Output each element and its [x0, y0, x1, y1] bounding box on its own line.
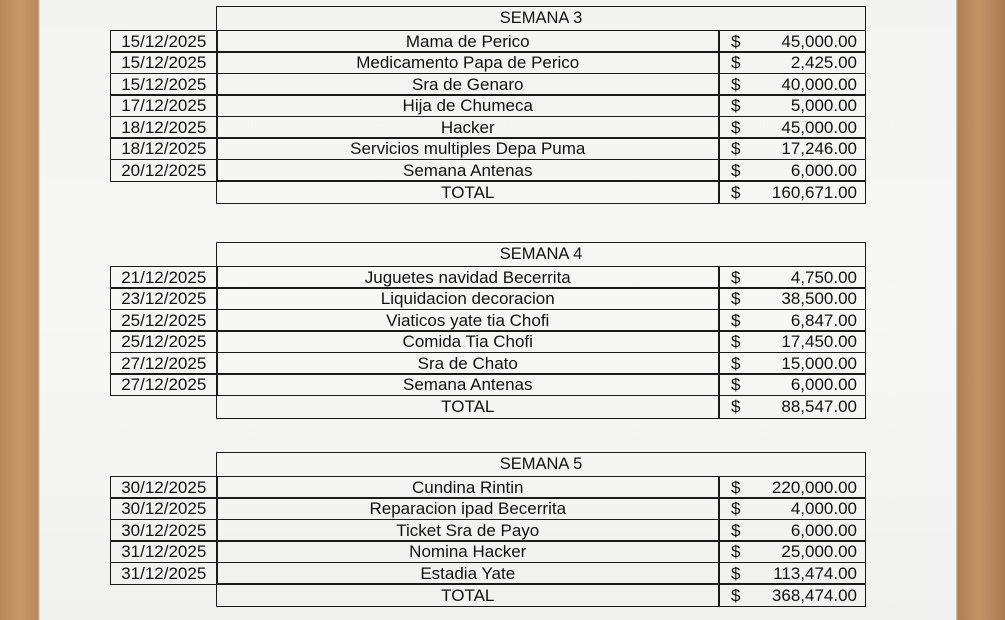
week-header: SEMANA 3 — [216, 6, 866, 31]
row-amount — [718, 159, 866, 182]
row-description: Semana Antenas — [216, 373, 720, 396]
amount-value: 6,847.00 — [790, 310, 857, 330]
currency-symbol: $ — [731, 160, 741, 180]
week-header: SEMANA 5 — [216, 452, 866, 477]
currency-symbol: $ — [731, 53, 741, 72]
row-amount — [718, 266, 866, 289]
row-description: Reparacion ipad Becerrita — [216, 497, 720, 520]
row-amount — [718, 476, 866, 499]
amount-value: 25,000.00 — [781, 542, 857, 561]
amount-value: 38,500.00 — [781, 289, 857, 308]
row-description: Servicios multiples Depa Puma — [216, 137, 720, 160]
row-description: Viaticos yate tia Chofi — [216, 309, 720, 332]
row-date: 30/12/2025 — [110, 519, 218, 542]
currency-symbol: $ — [731, 182, 741, 202]
row-amount — [718, 116, 866, 139]
currency-symbol: $ — [731, 477, 741, 497]
row-date: 30/12/2025 — [110, 497, 218, 520]
row-amount — [718, 287, 866, 310]
row-date: 30/12/2025 — [110, 476, 218, 499]
row-description: Juguetes navidad Becerrita — [216, 266, 720, 289]
row-description: Sra de Chato — [216, 352, 720, 375]
amount-value: 113,474.00 — [773, 563, 857, 583]
row-description: Mama de Perico — [216, 30, 720, 53]
row-description: Nomina Hacker — [216, 540, 720, 563]
row-description: Hacker — [216, 116, 720, 139]
currency-symbol: $ — [731, 96, 741, 115]
row-amount — [718, 497, 866, 520]
row-date: 17/12/2025 — [110, 94, 218, 117]
amount-value: 17,246.00 — [781, 139, 857, 158]
total-amount — [718, 583, 866, 607]
amount-value: 40,000.00 — [781, 74, 857, 94]
currency-symbol: $ — [731, 31, 741, 51]
row-amount — [718, 352, 866, 375]
row-description: Cundina Rintin — [216, 476, 720, 499]
row-description: Estadia Yate — [216, 562, 720, 585]
currency-symbol: $ — [731, 585, 741, 605]
currency-symbol: $ — [731, 332, 741, 351]
row-amount — [718, 519, 866, 542]
row-description: Hija de Chumeca — [216, 94, 720, 117]
row-amount — [718, 540, 866, 563]
row-date: 27/12/2025 — [110, 373, 218, 396]
row-date: 23/12/2025 — [110, 287, 218, 310]
row-amount — [718, 30, 866, 53]
row-date: 25/12/2025 — [110, 330, 218, 353]
row-amount — [718, 137, 866, 160]
row-date: 21/12/2025 — [110, 266, 218, 289]
row-description: Ticket Sra de Payo — [216, 519, 720, 542]
row-date: 20/12/2025 — [110, 159, 218, 182]
currency-symbol: $ — [731, 542, 741, 561]
row-date: 15/12/2025 — [110, 30, 218, 53]
currency-symbol: $ — [731, 139, 741, 158]
currency-symbol: $ — [731, 310, 741, 330]
total-amount — [718, 180, 866, 204]
amount-value: 220,000.00 — [771, 477, 857, 497]
currency-symbol: $ — [731, 117, 741, 137]
total-label: TOTAL — [216, 395, 720, 419]
amount-value: 4,750.00 — [790, 267, 857, 287]
row-amount — [718, 94, 866, 117]
amount-value: 17,450.00 — [781, 332, 857, 351]
amount-value: 6,000.00 — [790, 160, 857, 180]
row-description: Liquidacion decoracion — [216, 287, 720, 310]
row-amount — [718, 51, 866, 74]
row-description: Medicamento Papa de Perico — [216, 51, 720, 74]
currency-symbol: $ — [731, 289, 741, 308]
currency-symbol: $ — [731, 74, 741, 94]
amount-value: 45,000.00 — [781, 117, 857, 137]
row-date: 25/12/2025 — [110, 309, 218, 332]
amount-value: 6,000.00 — [790, 520, 857, 540]
row-date: 31/12/2025 — [110, 562, 218, 585]
amount-value: 368,474.00 — [771, 585, 857, 605]
amount-value: 6,000.00 — [790, 375, 857, 394]
currency-symbol: $ — [731, 267, 741, 287]
amount-value: 160,671.00 — [771, 182, 857, 202]
week-header: SEMANA 4 — [216, 242, 866, 267]
currency-symbol: $ — [731, 499, 741, 518]
amount-value: 2,425.00 — [790, 53, 857, 72]
currency-symbol: $ — [731, 520, 741, 540]
row-description: Comida Tia Chofi — [216, 330, 720, 353]
row-amount — [718, 309, 866, 332]
row-date: 15/12/2025 — [110, 73, 218, 96]
row-date: 15/12/2025 — [110, 51, 218, 74]
currency-symbol: $ — [731, 563, 741, 583]
row-description: Sra de Genaro — [216, 73, 720, 96]
row-amount — [718, 562, 866, 585]
row-description: Semana Antenas — [216, 159, 720, 182]
row-amount — [718, 330, 866, 353]
amount-value: 5,000.00 — [790, 96, 857, 115]
amount-value: 45,000.00 — [781, 31, 857, 51]
amount-value: 4,000.00 — [790, 499, 857, 518]
currency-symbol: $ — [731, 375, 741, 394]
row-date: 18/12/2025 — [110, 116, 218, 139]
total-label: TOTAL — [216, 583, 720, 607]
row-amount — [718, 373, 866, 396]
amount-value: 15,000.00 — [781, 353, 857, 373]
row-amount — [718, 73, 866, 96]
total-amount — [718, 395, 866, 419]
currency-symbol: $ — [731, 353, 741, 373]
row-date: 18/12/2025 — [110, 137, 218, 160]
currency-symbol: $ — [731, 397, 741, 416]
row-date: 31/12/2025 — [110, 540, 218, 563]
total-label: TOTAL — [216, 180, 720, 204]
amount-value: 88,547.00 — [781, 397, 857, 416]
row-date: 27/12/2025 — [110, 352, 218, 375]
